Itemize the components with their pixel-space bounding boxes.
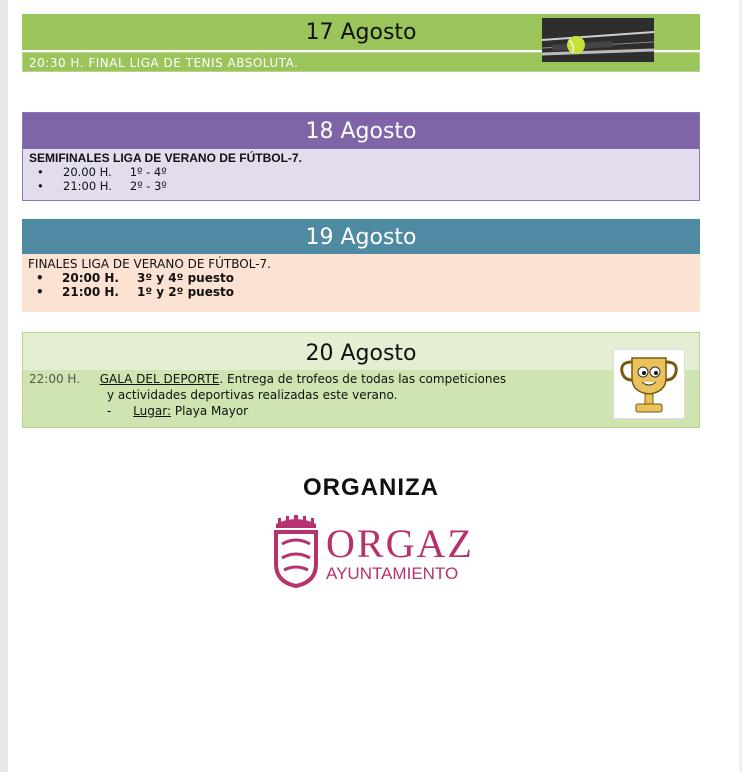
day-20-header [23,333,699,370]
item-time: 21:00 H. [63,179,112,193]
day-20-body [23,370,699,427]
item-match: 1º - 4º [129,165,167,179]
day-18-block [22,112,700,201]
item-time: 21:00 H. [62,285,119,299]
orgaz-subtitle: AYUNTAMIENTO [326,564,459,583]
trophy-icon [613,349,685,419]
item-match: 3º y 4º puesto [136,271,234,285]
day-20-block [22,332,700,428]
day-20-event: GALA DEL DEPORTE [99,372,220,386]
day-18-body [23,149,699,200]
day-19-body [22,254,700,312]
orgaz-logo [272,514,492,588]
orgaz-name: ORGAZ [326,521,474,566]
list-item: • 20.00 H. 1º - 4º [37,165,167,179]
day-17-header [22,14,700,50]
day-17-line: 20:30 H. FINAL LIGA DE TENIS ABSOLUTA. [22,52,700,72]
day-19-block [22,219,700,312]
tennis-ball-image [542,18,654,62]
day-20-desc-1: . Entrega de trofeos de todas las competiciones [219,372,507,386]
day-20-line-2: y actividades deportivas realizadas este verano. [107,388,398,402]
day-19-header [22,219,700,254]
item-match: 2º - 3º [129,179,167,193]
day-18-title: 18 Agosto [305,119,417,144]
list-item: • 20:00 H. 3º y 4º puesto [36,271,234,285]
day-18-heading: SEMIFINALES LIGA DE VERANO DE FÚTBOL-7. [29,151,302,165]
orgaz-crest-icon [272,514,320,592]
day-20-line-3: - Lugar: Playa Mayor [107,404,249,418]
organiza-heading: ORGANIZA [303,474,439,501]
day-20-place: Playa Mayor [174,404,249,418]
day-20-time: 22:00 H. [29,372,81,386]
day-19-title: 19 Agosto [305,225,417,250]
item-time: 20:00 H. [62,271,119,285]
item-match: 1º y 2º puesto [136,285,234,299]
day-20-place-label: Lugar: [133,404,171,418]
list-item: • 21:00 H. 2º - 3º [37,179,167,193]
day-17-title: 17 Agosto [305,20,417,45]
day-20-line-1 [29,372,699,386]
item-time: 20.00 H. [63,165,112,179]
day-19-heading: FINALES LIGA DE VERANO DE FÚTBOL-7. [28,257,271,271]
left-page-edge [0,0,8,772]
list-item: • 21:00 H. 1º y 2º puesto [36,285,234,299]
day-18-header [23,113,699,149]
day-17-block [22,14,700,72]
day-20-title: 20 Agosto [305,341,417,366]
